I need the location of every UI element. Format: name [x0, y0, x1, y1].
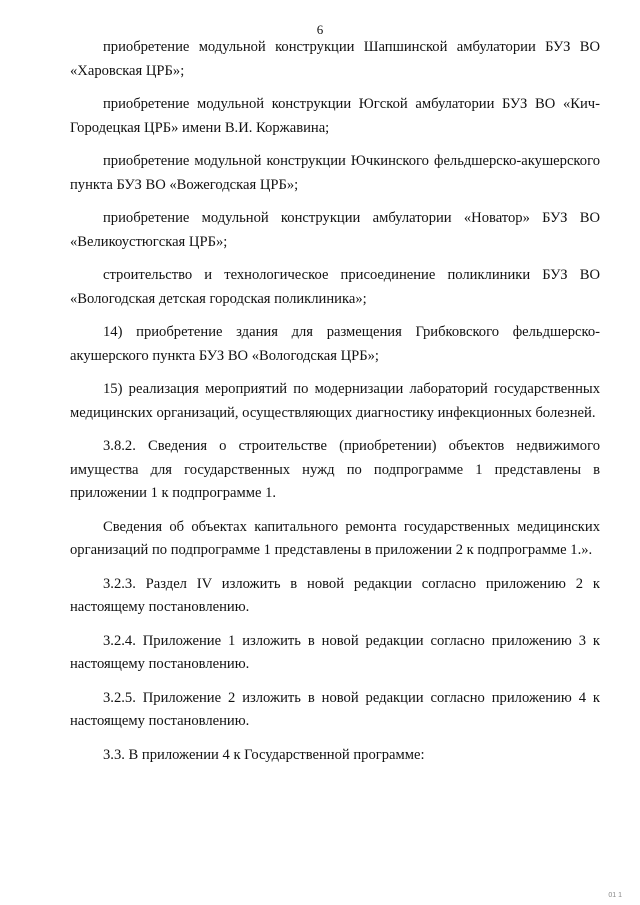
paragraph-item: 3.2.4. Приложение 1 изложить в новой редакции согласно приложению 3 к настоящему постановлению.	[70, 632, 600, 672]
paragraph-item: 3.2.3. Раздел IV изложить в новой редакции согласно приложению 2 к настоящему постановлению.	[70, 575, 600, 615]
paragraph-item: 15) реализация мероприятий по модернизации лабораторий государственных медицинских организаций, осуществляющих диагностику инфекционных болезней.	[70, 381, 600, 421]
paragraph-item: 14) приобретение здания для размещения Грибковского фельдшерско-акушерского пункта БУЗ ВО «Вологодская ЦРБ»;	[70, 324, 600, 364]
paragraph-item: приобретение модульной конструкции Ючкинского фельдшерско-акушерского пункта БУЗ ВО «Вожегодская ЦРБ»;	[70, 153, 600, 193]
paragraph-item: 3.2.5. Приложение 2 изложить в новой редакции согласно приложению 4 к настоящему постановлению.	[70, 689, 600, 729]
paragraph-item: строительство и технологическое присоединение поликлиники БУЗ ВО «Вологодская детская городская поликлиника»;	[70, 267, 600, 307]
document-body	[70, 36, 600, 777]
footer-mark: 01 1	[608, 892, 622, 899]
paragraph-item: приобретение модульной конструкции амбулатории «Новатор» БУЗ ВО «Великоустюгская ЦРБ»;	[70, 210, 600, 250]
page-number: 6	[316, 22, 324, 37]
paragraph-item: 3.8.2. Сведения о строительстве (приобретении) объектов недвижимого имущества для государственных нужд по подпрограмме 1 представлены в приложении 1 к подпрограмме 1.	[70, 438, 600, 501]
paragraph-item: Сведения об объектах капитального ремонта государственных медицинских организаций по подпрограмме 1 представлены в приложении 2 к подпрограмме 1.».	[70, 518, 600, 558]
paragraph-item: приобретение модульной конструкции Шапшинской амбулатории БУЗ ВО «Харовская ЦРБ»;	[70, 39, 600, 79]
paragraph-item: приобретение модульной конструкции Югской амбулатории БУЗ ВО «Кич-Городецкая ЦРБ» имени В.И. Коржавина;	[70, 96, 600, 136]
paragraph-item: 3.3. В приложении 4 к Государственной программе:	[103, 746, 425, 763]
